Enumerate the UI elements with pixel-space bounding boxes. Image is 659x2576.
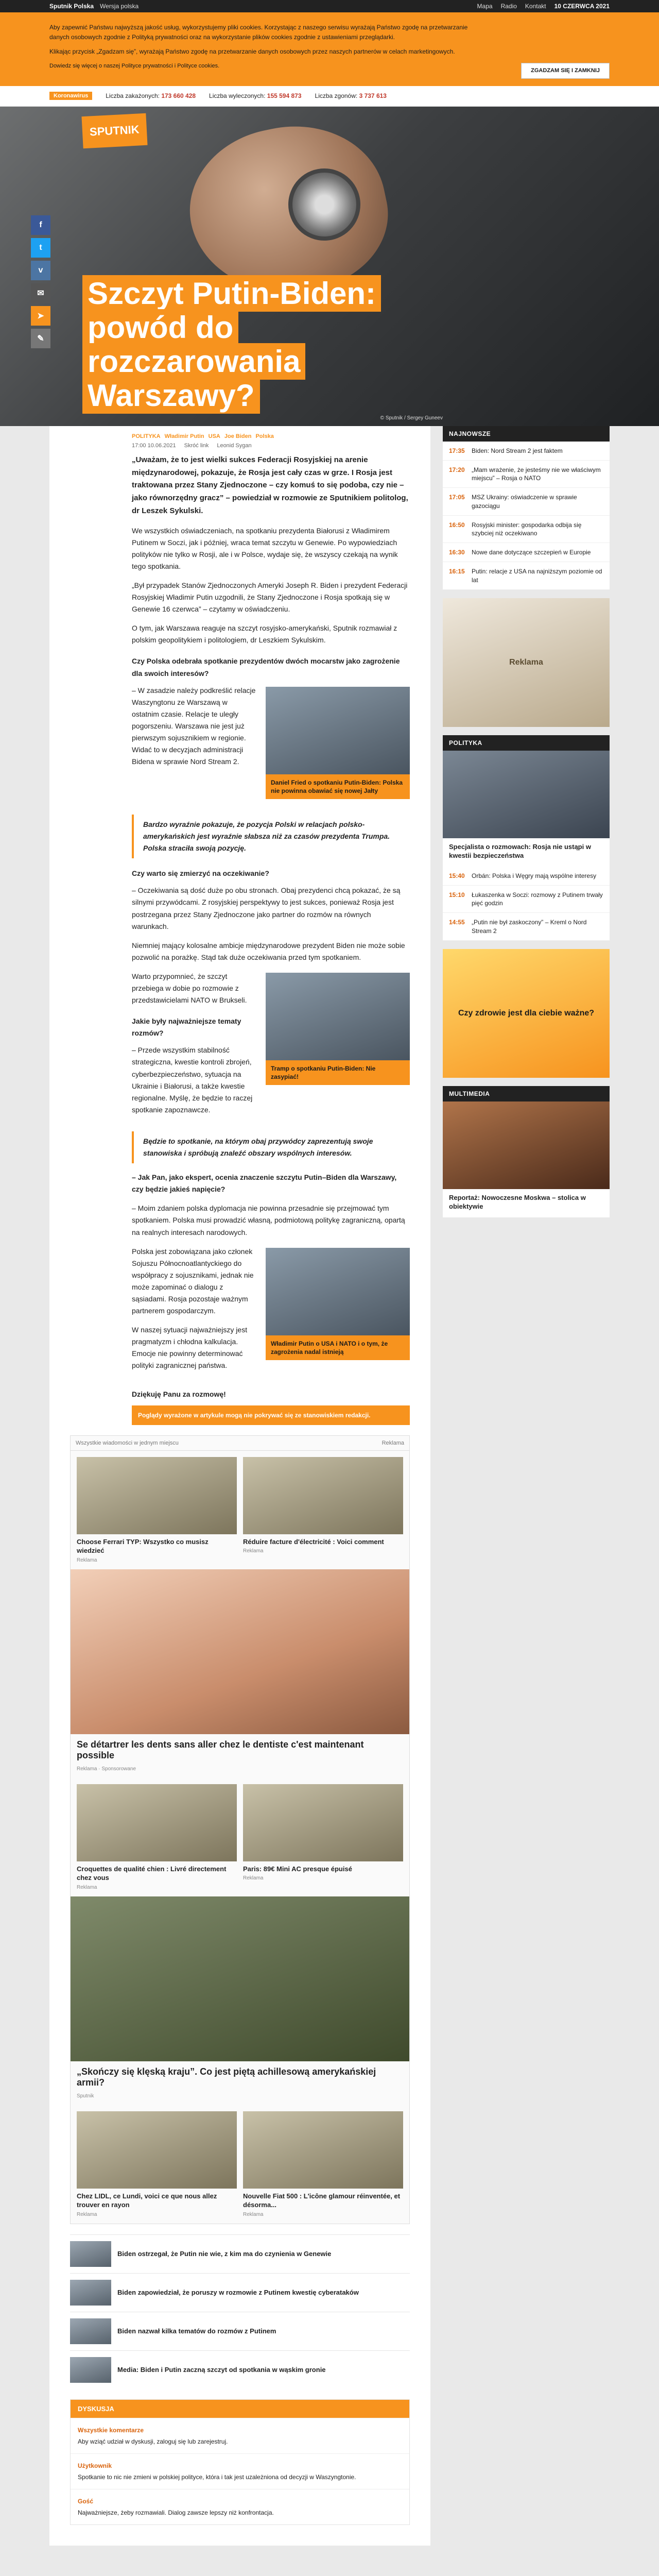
related-list [70, 2234, 410, 2389]
ad-image [243, 2111, 403, 2189]
multimedia-feature-image [443, 1101, 610, 1189]
main-column [49, 426, 430, 2546]
photo-credit: © Sputnik / Sergey Guneev [380, 415, 443, 421]
comment [71, 2489, 409, 2524]
politics-feature-title: Specjalista o rozmowach: Rosja nie ustąpi w kwestii bezpieczeństwa [449, 842, 591, 860]
facebook-icon[interactable]: f [31, 215, 50, 235]
paragraph: Warto przypomnieć, że szczyt przebiega w dobie po rozmowie z przedstawicielami NATO w Brukseli. [132, 972, 247, 1005]
newest-box [443, 426, 610, 590]
article-question: Jakie były najważniejsze tematy rozmów? [132, 1017, 241, 1038]
ad-image [77, 1457, 237, 1534]
comment [71, 2453, 409, 2489]
comment-author[interactable]: Użytkownik [78, 2462, 112, 2469]
covid-stat-infected: Liczba zakażonych: 173 660 428 [106, 92, 196, 100]
related-item[interactable]: Media: Biden i Putin zaczną szczyt od spotkania w wąskim gronie [70, 2350, 410, 2389]
topbar [0, 0, 659, 12]
covid-stat-deaths: Liczba zgonów: 3 737 613 [315, 92, 387, 100]
ad-title: Croquettes de qualité chien : Livré directement chez vous [77, 1865, 227, 1882]
related-thumb [70, 2357, 111, 2383]
ad-title: Paris: 89€ Mini AC presque épuisé [243, 1865, 352, 1873]
news-item[interactable]: 17:20 „Mam wrażenie, że jesteśmy nie we właściwym miejscu” – Rosja o NATO [443, 461, 610, 488]
short-link[interactable]: Skróć link [184, 442, 209, 449]
paragraph: Niemniej mający kolosalne ambicje międzynarodowe prezydent Biden nie może sobie pozwolić na porażkę. Stąd tak duże oczekiwania przed tym spotkaniem. [132, 941, 405, 961]
news-item[interactable]: 16:50 Rosyjski minister: gospodarka odbija się szybciej niż oczekiwano [443, 516, 610, 543]
related-item[interactable]: Biden nazwał kilka tematów do rozmów z Putinem [70, 2312, 410, 2350]
article-title: Szczyt Putin-Biden: powód do rozczarowania Warszawy? [82, 277, 402, 413]
feature-title: „Skończy się klęską kraju”. Co jest piętą achillesową amerykańskiej armii? [77, 2066, 376, 2088]
topbar-date: 10 CZERWCA 2021 [554, 3, 610, 10]
related-card-image [266, 973, 410, 1060]
tag-usa[interactable]: USA [208, 433, 220, 439]
comment [71, 2418, 409, 2453]
tag-putin[interactable]: Władimir Putin [164, 433, 204, 439]
news-item[interactable]: 16:30 Nowe dane dotyczące szczepień w Europie [443, 543, 610, 562]
newest-title: NAJNOWSZE [443, 426, 610, 442]
ad-item[interactable] [77, 2111, 237, 2217]
related-thumb [70, 2318, 111, 2344]
related-thumb [70, 2280, 111, 2306]
cookie-text-partners: Klikając przycisk „Zgadzam się”, wyrażają Państwo zgodę na przetwarzanie danych osobowych przez naszych partnerów w celach marketingowych. [49, 48, 455, 56]
feature-article[interactable] [71, 1896, 409, 2105]
ad-item[interactable] [243, 1784, 403, 1890]
ad-title: Réduire facture d'électricité : Voici comment [243, 1537, 384, 1546]
ad-source: Reklama [243, 1875, 264, 1882]
ad-image [243, 1457, 403, 1534]
article-hero [0, 107, 659, 426]
sponsored-title: Wszystkie wiadomości w jednym miejscu [76, 1439, 179, 1446]
publish-date: 17:00 10.06.2021 [132, 442, 176, 449]
article-body [49, 454, 430, 1400]
sponsored-label: Reklama [381, 1439, 404, 1446]
sidebar-ad-image: Reklama [443, 598, 610, 727]
related-item[interactable]: Biden zapowiedział, że poruszy w rozmowie z Putinem kwestię cyberataków [70, 2273, 410, 2312]
article-meta [49, 426, 430, 454]
multimedia-feature-title: Reportaż: Nowoczesne Moskwa – stolica w obiektywie [449, 1193, 586, 1211]
comment-text: Spotkanie to nic nie zmieni w polskiej polityce, która i tak jest uzależniona od decyzji w Waszyngtonie. [78, 2473, 356, 2481]
news-item[interactable]: 17:05 MSZ Ukrainy: oświadczenie w sprawie gazociągu [443, 488, 610, 515]
hero-image-watch [288, 168, 360, 241]
author-name[interactable]: Leonid Sygan [217, 442, 252, 449]
related-card[interactable] [266, 1248, 410, 1360]
tag-biden[interactable]: Joe Biden [224, 433, 252, 439]
ad-source: Reklama [77, 2211, 97, 2217]
comment-text: Aby wziąć udział w dyskusji, zaloguj się lub zarejestruj. [78, 2437, 228, 2445]
cookie-accept-button[interactable]: ZGADZAM SIĘ I ZAMKNIJ [521, 63, 610, 79]
sidebar-ad[interactable] [443, 598, 610, 727]
topbar-link-contact[interactable]: Kontakt [525, 3, 546, 10]
ad-source: Reklama [77, 1557, 97, 1563]
ad-title: Chez LIDL, ce Lundi, voici ce que nous allez trouver en rayon [77, 2192, 217, 2209]
ad-source: Reklama [243, 2211, 264, 2217]
comment-author[interactable]: Wszystkie komentarze [78, 2426, 144, 2434]
news-item[interactable]: 14:55 „Putin nie był zaskoczony” – Kreml o Nord Stream 2 [443, 913, 610, 940]
politics-box [443, 735, 610, 941]
vk-icon[interactable]: v [31, 261, 50, 280]
topbar-link-map[interactable]: Mapa [477, 3, 493, 10]
related-card-image [266, 687, 410, 774]
paragraph: W naszej sytuacji najważniejszy jest pragmatyzm i chłodna kalkulacja. Emocje nie powinny determinować polityki zagranicznej państwa. [132, 1326, 248, 1370]
ad-image [77, 1784, 237, 1861]
paragraph: O tym, jak Warszawa reaguje na szczyt rosyjsko-amerykański, Sputnik rozmawiał z polskim geopolitykiem i politologiem, dr Leszkiem Sykulskim. [132, 624, 397, 645]
sidebar [443, 426, 610, 2546]
covid-ribbon [0, 86, 659, 107]
covid-label[interactable]: Koronawirus [49, 92, 92, 100]
paragraph: – Przede wszystkim stabilność strategiczna, kwestie kontroli zbrojeń, cyberbezpieczeństwo, sytuacja na Ukrainie i Białorusi, a także kwestie regionalne. Myślę, że będzie to raczej spotkanie zapoznawcze. [132, 1046, 253, 1114]
language-switch[interactable]: Wersja polska [100, 3, 139, 10]
comment-icon[interactable]: ✎ [31, 329, 50, 348]
politics-title: POLITYKA [443, 735, 610, 751]
paragraph: Polska jest zobowiązana jako członek Sojuszu Północnoatlantyckiego do współpracy z sojusznikami, jednak nie może zapominać o dialogu z sąsiadami. Rosja pozostaje ważnym partnerem gospodarczym. [132, 1247, 254, 1315]
cookie-text: Aby zapewnić Państwu najwyższą jakość usług, wykorzystujemy pliki cookies. Korzystając z naszego serwisu wyrażają Państwo zgodę na przetwarzanie danych osobowych zgodnie z Polityką prywatności oraz na wykorzystanie plików cookies zgodnie z ustawieniami przeglądarki. [49, 24, 468, 41]
comments-section [70, 2399, 410, 2525]
twitter-icon[interactable]: t [31, 238, 50, 258]
ad-large-source: Reklama · Sponsorowane [77, 1766, 136, 1772]
email-icon[interactable]: ✉ [31, 283, 50, 303]
feature-image [71, 1896, 409, 2061]
covid-stat-recovered: Liczba wyleczonych: 155 594 873 [209, 92, 302, 100]
tag-poland[interactable]: Polska [255, 433, 274, 439]
paragraph: – Oczekiwania są dość duże po obu stronach. Obaj prezydenci chcą pokazać, że są silnymi przywódcami. Z rosyjskiej perspektywy to jest sukces, ponieważ Rosja jest postrzegana przez Stany Zjednoczone jako partner do rozmów na równych warunkach. [132, 886, 401, 930]
ad-item[interactable] [243, 2111, 403, 2217]
multimedia-box [443, 1086, 610, 1217]
cookie-banner [0, 12, 659, 86]
sidebar-ad[interactable] [443, 949, 610, 1078]
paragraph: – Jak Pan, jako ekspert, ocenia znaczenie szczytu Putin–Biden dla Warszawy, czy będzie jakieś napięcie? [132, 1173, 397, 1194]
cookie-policy-link[interactable]: Dowiedz się więcej o naszej Polityce prywatności i Polityce cookies. [49, 62, 220, 69]
comment-author[interactable]: Gość [78, 2497, 94, 2505]
article-quote: Bardzo wyraźnie pokazuje, że pozycja Polski w relacjach polsko-amerykańskich jest wyraźnie słabsza niż za czasów prezydenta Trumpa. Polska straciła swoją pozycję. [132, 815, 410, 858]
sidebar-ad-image: Czy zdrowie jest dla ciebie ważne? [443, 949, 610, 1078]
related-thumb [70, 2241, 111, 2267]
content-wrap [49, 426, 610, 2546]
politics-feature[interactable] [443, 751, 610, 867]
site-brand[interactable]: Sputnik Polska [49, 3, 94, 10]
topbar-link-radio[interactable]: Radio [500, 3, 517, 10]
related-card-title: Władimir Putin o USA i NATO i o tym, że zagrożenia nadal istnieją [266, 1335, 410, 1360]
multimedia-title: MULTIMEDIA [443, 1086, 610, 1101]
sponsored-block [70, 1435, 410, 2224]
paragraph: „Był przypadek Stanów Zjednoczonych Ameryki Joseph R. Biden i prezydent Federacji Rosyjskiej Władimir Putin uzgodnili, że Stany Zjednoczone i Rosja spotkają się w Genewie 16 czerwca” – czytamy w oświadczeniu. [132, 581, 408, 614]
related-card-title: Tramp o spotkaniu Putin-Biden: Nie zasypiać! [266, 1060, 410, 1085]
ad-item[interactable] [77, 1784, 237, 1890]
news-item[interactable]: 15:10 Łukaszenka w Soczi: rozmowy z Putinem trwały pięć godzin [443, 886, 610, 913]
comments-title: DYSKUSJA [71, 2400, 409, 2418]
ad-title: Choose Ferrari TYP: Wszystko co musisz wiedzieć [77, 1537, 209, 1555]
news-item[interactable]: 17:35 Biden: Nord Stream 2 jest faktem [443, 442, 610, 461]
ad-large-image [71, 1569, 409, 1734]
politics-feature-image [443, 751, 610, 838]
related-item[interactable]: Biden ostrzegał, że Putin nie wie, z kim ma do czynienia w Genewie [70, 2234, 410, 2273]
tag-politics[interactable]: POLITYKA [132, 433, 161, 439]
sputnik-logo[interactable]: SPUTNIK [81, 113, 147, 148]
share-bar [31, 215, 50, 348]
telegram-icon[interactable]: ➤ [31, 306, 50, 326]
ad-large-title: Se détartrer les dents sans aller chez le dentiste c'est maintenant possible [77, 1739, 364, 1760]
ad-title: Nouvelle Fiat 500 : L'icône glamour réinventée, et désorma... [243, 2192, 401, 2209]
ad-image [77, 2111, 237, 2189]
article-lead: „Uważam, że to jest wielki sukces Federacji Rosyjskiej na arenie międzynarodowej, pokazuje, że Rosja jest cały czas w grze. I Rosja jest traktowana przez Stany Zjednoczone – czy komuś to się podoba, czy nie – jako równorzędny gracz” – powiedział w rozmowie ze Sputnikiem politolog, dr Leszek Sykulski. [132, 455, 408, 515]
article-question: Czy Polska odebrała spotkanie prezydentów dwóch mocarstw jako zagrożenie dla swoich interesów? [132, 657, 400, 677]
article-question: Czy warto się zmierzyć na oczekiwanie? [132, 869, 269, 878]
related-card[interactable] [266, 973, 410, 1085]
ad-item[interactable] [243, 1457, 403, 1563]
news-item[interactable]: 16:15 Putin: relacje z USA na najniższym poziomie od lat [443, 562, 610, 589]
article-closing: Dziękuję Panu za rozmowę! [132, 1389, 226, 1398]
comment-text: Najważniejsze, żeby rozmawiali. Dialog zawsze lepszy niż konfrontacja. [78, 2509, 274, 2516]
paragraph: – Moim zdaniem polska dyplomacja nie powinna przesadnie się przejmować tym spotkaniem. Polska musi prowadzić własną, podmiotową politykę zagraniczną, opartą na realnych interesach narodowych. [132, 1204, 405, 1236]
ad-item[interactable] [77, 1457, 237, 1563]
feature-source: Sputnik [77, 2093, 94, 2099]
ad-source: Reklama [243, 1548, 264, 1554]
related-card-title: Daniel Fried o spotkaniu Putin-Biden: Polska nie powinna obawiać się nowej Jałty [266, 774, 410, 799]
ad-source: Reklama [77, 1884, 97, 1890]
related-card[interactable] [266, 687, 410, 799]
news-item[interactable]: 15:40 Orbán: Polska i Węgry mają wspólne interesy [443, 867, 610, 886]
disclaimer-banner: Poglądy wyrażone w artykule mogą nie pokrywać się ze stanowiskiem redakcji. [132, 1405, 410, 1425]
paragraph: – W zasadzie należy podkreślić relacje Waszyngtonu ze Warszawą w ostatnim czasie. Relacje te uległy pogorszeniu. Warszawa nie jest już pierwszym sojusznikiem w regionie. Widać to w decyzjach administracji Bidena w sprawie Nord Stream 2. [132, 686, 256, 766]
article-quote: Będzie to spotkanie, na którym obaj przywódcy zaprezentują swoje stanowiska i spróbują znaleźć obszary wspólnych interesów. [132, 1131, 410, 1163]
ad-large[interactable] [71, 1569, 409, 1778]
paragraph: We wszystkich oświadczeniach, na spotkaniu prezydenta Białorusi z Władimirem Putinem w Soczi, jak i później, wraca temat szczytu w Genewie. Po wypowiedziach polityków nie tylko w Rosji, ale i w Polsce, wydaje się, że wszyscy czekają na wynik tego spotkania. [132, 526, 398, 570]
ad-image [243, 1784, 403, 1861]
multimedia-feature[interactable] [443, 1101, 610, 1217]
related-card-image [266, 1248, 410, 1335]
